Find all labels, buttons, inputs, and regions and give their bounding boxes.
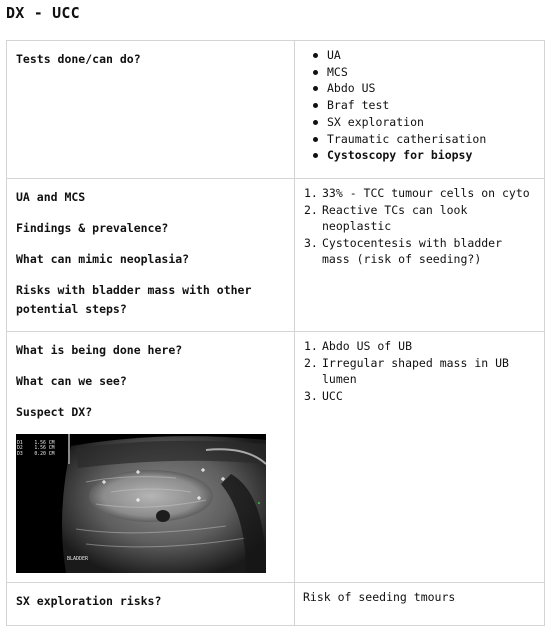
answer-text: Risk of seeding tmours [303, 590, 456, 604]
table-row [7, 179, 545, 332]
question-text: What is being done here? [16, 343, 183, 357]
answer-numbered-list [303, 338, 536, 404]
answer-cell [295, 332, 545, 583]
answer-bullet-list [303, 47, 536, 164]
list-item: 2. Irregular shaped mass in UB lumen [304, 355, 509, 386]
ultrasound-image [16, 434, 266, 573]
question-cell [7, 583, 295, 626]
list-item: UA [303, 47, 536, 64]
question-cell [7, 179, 295, 332]
list-item: 2. Reactive TCs can look neoplastic [304, 202, 468, 233]
list-item: 3. UCC [304, 388, 343, 403]
question-text: SX exploration risks? [16, 594, 162, 608]
table-row [7, 332, 545, 583]
question-text: Tests done/can do? [16, 52, 141, 66]
answer-cell [295, 583, 545, 626]
question-text: Suspect DX? [16, 405, 93, 419]
table-row [7, 41, 545, 179]
qa-table [6, 40, 545, 626]
answer-cell [295, 179, 545, 332]
list-item: 3. Cystocentesis with bladder mass (risk of seeding?) [304, 235, 503, 266]
question-text: Risks with bladder mass with other potential steps? [16, 283, 252, 316]
question-text: Findings & prevalence? [16, 221, 169, 235]
question-text: UA and MCS [16, 190, 86, 204]
list-item: Traumatic catherisation [303, 131, 536, 148]
list-item: MCS [303, 64, 536, 81]
ultrasound-label: BLADDER [67, 556, 89, 562]
question-cell [7, 41, 295, 179]
list-item: SX exploration [303, 114, 536, 131]
question-cell [7, 332, 295, 583]
question-text: What can mimic neoplasia? [16, 252, 190, 266]
list-item: 1. 33% - TCC tumour cells on cyto [304, 186, 530, 200]
question-text: What can we see? [16, 374, 127, 388]
answer-cell [295, 41, 545, 179]
list-item: Braf test [303, 97, 536, 114]
table-row [7, 583, 545, 626]
list-item: Abdo US [303, 80, 536, 97]
list-item: Cystoscopy for biopsy [303, 147, 536, 164]
ultrasound-readout: D1 1.56 CM D2 1.56 CM D3 0.20 CM [17, 441, 55, 457]
list-item: 1. Abdo US of UB [304, 339, 413, 353]
page-title: DX - UCC [6, 4, 80, 22]
answer-numbered-list [303, 185, 536, 268]
